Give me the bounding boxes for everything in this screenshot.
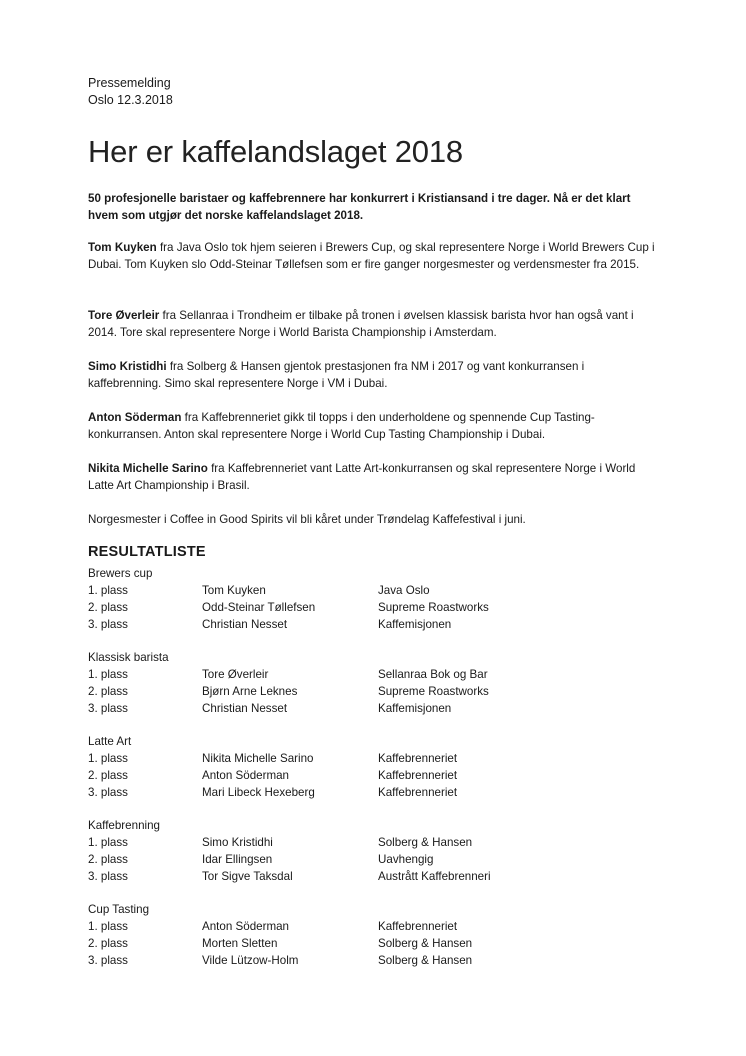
page-title: Her er kaffelandslaget 2018 — [88, 134, 463, 169]
result-row — [88, 750, 648, 767]
result-row — [88, 700, 648, 717]
intro-paragraph — [88, 190, 658, 224]
place: 3. plass — [88, 786, 128, 799]
winner-name: Nikita Michelle Sarino — [88, 462, 208, 475]
result-row — [88, 582, 648, 599]
competitor: Vilde Lützow-Holm — [202, 954, 299, 967]
company: Kaffebrenneriet — [378, 920, 458, 933]
competitor: Bjørn Arne Leknes — [202, 685, 298, 698]
category-title: Brewers cup — [88, 567, 153, 580]
place: 3. plass — [88, 954, 128, 967]
result-row — [88, 868, 648, 885]
category-title: Klassisk barista — [88, 651, 169, 664]
competitor: Christian Nesset — [202, 618, 288, 631]
place: 2. plass — [88, 685, 128, 698]
category-title: Latte Art — [88, 735, 132, 748]
paragraph-text: fra Kaffebrenneriet gikk til topps i den underholdene og spennende Cup Tasting-konkurransen. Anton skal representere Norge i World Cup Tasting Championship i Dubai. — [88, 411, 595, 441]
competitor: Simo Kristidhi — [202, 836, 273, 849]
company: Austrått Kaffebrenneri — [378, 870, 491, 883]
results-category — [88, 565, 648, 633]
result-row — [88, 767, 648, 784]
company: Solberg & Hansen — [378, 937, 473, 950]
company: Kaffemisjonen — [378, 618, 452, 631]
place: 1. plass — [88, 920, 128, 933]
result-row — [88, 666, 648, 683]
company: Uavhengig — [378, 853, 434, 866]
category-title: Kaffebrenning — [88, 819, 160, 832]
paragraph-brewers — [88, 239, 658, 273]
competitor: Nikita Michelle Sarino — [202, 752, 314, 765]
press-header — [88, 75, 173, 109]
winner-name: Simo Kristidhi — [88, 360, 167, 373]
place: 1. plass — [88, 836, 128, 849]
company: Supreme Roastworks — [378, 685, 489, 698]
place: 1. plass — [88, 752, 128, 765]
results-category — [88, 817, 648, 885]
company: Kaffebrenneriet — [378, 752, 458, 765]
competitor: Idar Ellingsen — [202, 853, 273, 866]
place: 3. plass — [88, 702, 128, 715]
winner-name: Anton Söderman — [88, 411, 182, 424]
place-date: Oslo 12.3.2018 — [88, 93, 173, 107]
result-row — [88, 599, 648, 616]
place: 3. plass — [88, 618, 128, 631]
competitor: Mari Libeck Hexeberg — [202, 786, 315, 799]
company: Solberg & Hansen — [378, 954, 473, 967]
result-row — [88, 834, 648, 851]
company: Kaffemisjonen — [378, 702, 452, 715]
place: 3. plass — [88, 870, 128, 883]
place: 2. plass — [88, 853, 128, 866]
results-category — [88, 901, 648, 969]
place: 1. plass — [88, 584, 128, 597]
paragraph-latte-art — [88, 460, 658, 494]
competitor: Anton Söderman — [202, 920, 290, 933]
place: 2. plass — [88, 769, 128, 782]
competitor: Tom Kuyken — [202, 584, 266, 597]
winner-name: Tom Kuyken — [88, 241, 157, 254]
closing-paragraph: Norgesmester i Coffee in Good Spirits vil bli kåret under Trøndelag Kaffefestival i juni. — [88, 513, 526, 526]
company: Kaffebrenneriet — [378, 786, 458, 799]
result-row — [88, 935, 648, 952]
results-heading: RESULTATLISTE — [88, 544, 206, 560]
competitor: Odd-Steinar Tøllefsen — [202, 601, 316, 614]
result-row — [88, 616, 648, 633]
place: 2. plass — [88, 601, 128, 614]
results-category — [88, 733, 648, 801]
winner-name: Tore Øverleir — [88, 309, 160, 322]
company: Supreme Roastworks — [378, 601, 489, 614]
paragraph-text: fra Java Oslo tok hjem seieren i Brewers Cup, og skal representere Norge i World Brewers Cup i Dubai. Tom Kuyken slo Odd-Steinar Tøllefsen som er fire ganger norgesmester og verdensmester fra 2015. — [88, 241, 655, 271]
press-release-label: Pressemelding — [88, 76, 171, 90]
company: Java Oslo — [378, 584, 430, 597]
paragraph-roasting — [88, 358, 658, 392]
competitor: Christian Nesset — [202, 702, 288, 715]
paragraph-text: fra Solberg & Hansen gjentok prestasjonen fra NM i 2017 og vant konkurransen i kaffebrenning. Simo skal representere Norge i VM i Dubai. — [88, 360, 585, 390]
competitor: Tore Øverleir — [202, 668, 269, 681]
paragraph-text: fra Sellanraa i Trondheim er tilbake på tronen i øvelsen klassisk barista hvor han også vant i 2014. Tore skal representere Norge i World Barista Championship i Amsterdam. — [88, 309, 634, 339]
competitor: Tor Sigve Taksdal — [202, 870, 293, 883]
result-row — [88, 918, 648, 935]
paragraph-cup-tasting — [88, 409, 658, 443]
company: Solberg & Hansen — [378, 836, 473, 849]
competitor: Anton Söderman — [202, 769, 290, 782]
result-row — [88, 952, 648, 969]
paragraph-barista — [88, 307, 658, 341]
company: Kaffebrenneriet — [378, 769, 458, 782]
paragraph-text: fra Kaffebrenneriet vant Latte Art-konkurransen og skal representere Norge i World Latte Art Championship i Brasil. — [88, 462, 636, 492]
result-row — [88, 683, 648, 700]
result-row — [88, 784, 648, 801]
place: 2. plass — [88, 937, 128, 950]
category-title: Cup Tasting — [88, 903, 150, 916]
place: 1. plass — [88, 668, 128, 681]
intro-text: 50 profesjonelle baristaer og kaffebrennere har konkurrert i Kristiansand i tre dager. Nå er det klart hvem som utgjør det norske kaffelandslaget 2018. — [88, 192, 631, 222]
results-category — [88, 649, 648, 717]
result-row — [88, 851, 648, 868]
competitor: Morten Sletten — [202, 937, 278, 950]
company: Sellanraa Bok og Bar — [378, 668, 488, 681]
